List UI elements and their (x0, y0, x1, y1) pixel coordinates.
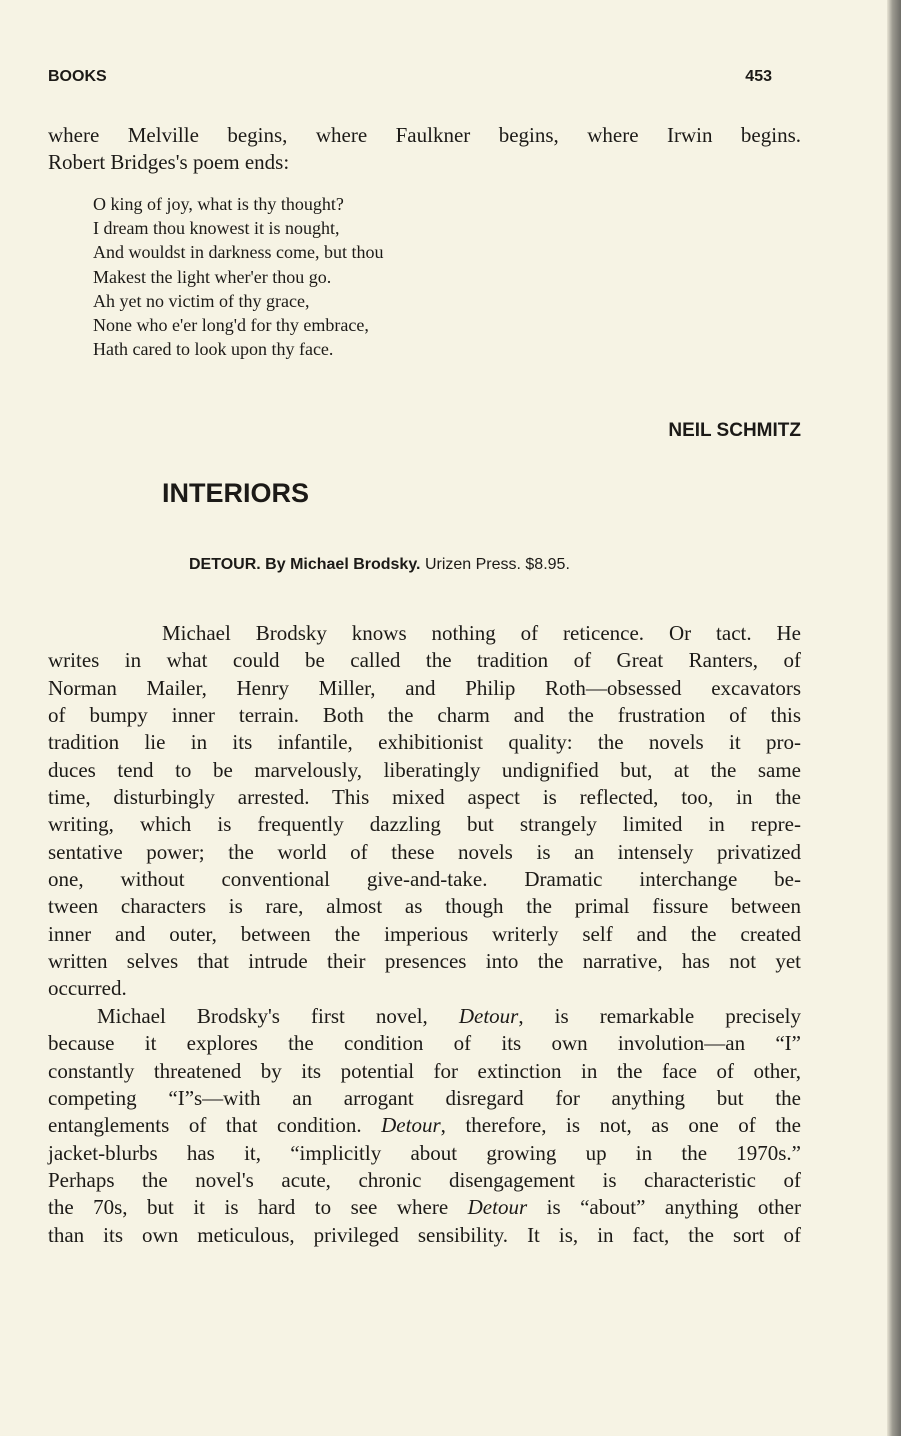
poem-line: Hath cared to look upon thy face. (93, 339, 334, 360)
poem-line: And wouldst in darkness come, but thou (93, 242, 384, 263)
poem-line: O king of joy, what is thy thought? (93, 194, 344, 214)
text-line: Perhaps the novel's acute, chronic disengagement is characteristic of (48, 1167, 801, 1192)
text-line: than its own meticulous, privileged sensibility. It is, in fact, the sort of (48, 1222, 801, 1247)
page-gutter-shadow (887, 0, 901, 1436)
review-title: INTERIORS (162, 478, 310, 508)
text-line: Robert Bridges's poem ends: (48, 150, 290, 174)
text-line: sentative power; the world of these novels is an intensely privatized (48, 839, 801, 864)
running-header-section: BOOKS (48, 68, 107, 85)
italic-title: Detour (458, 1003, 519, 1028)
text-line: writes in what could be called the tradition of Great Ranters, of (48, 648, 801, 673)
publisher-price: Urizen Press. $8.95. (424, 556, 570, 573)
text-line: written selves that intrude their presences into the narrative, has not yet (48, 949, 801, 974)
italic-title: Detour (381, 1113, 441, 1138)
text-line: because it explores the condition of its own involution—an “I” (48, 1031, 801, 1056)
text-line: Norman Mailer, Henry Miller, and Philip Roth—obsessed excavators (48, 675, 801, 700)
book-citation (189, 556, 570, 574)
review-body (48, 620, 801, 1249)
text-line: entanglements of that condition. Detour, therefore, is not, as one of the (48, 1113, 801, 1138)
text-line: Michael Brodsky knows nothing of reticence. Or tact. He (162, 621, 801, 645)
poem-line: None who e'er long'd for thy embrace, (93, 315, 369, 336)
text-line: where Melville begins, where Faulkner begins, where Irwin begins. (48, 123, 801, 147)
poem-quote (93, 192, 383, 361)
text-line: tradition lie in its infantile, exhibitionist quality: the novels it pro- (48, 730, 801, 755)
text-line: the 70s, but it is hard to see where Detour is “about” anything other (48, 1195, 801, 1220)
poem-line: I dream thou knowest it is nought, (93, 218, 340, 239)
text-line: jacket-blurbs has it, “implicitly about growing up in the 1970s.” (48, 1140, 801, 1165)
intro-paragraph (48, 122, 801, 176)
italic-title: Detour (467, 1195, 528, 1220)
page-number: 453 (745, 68, 772, 85)
review-author: NEIL SCHMITZ (668, 420, 801, 441)
text-line: Michael Brodsky's first novel, Detour, is remarkable precisely (97, 1003, 801, 1028)
text-line: occurred. (48, 976, 127, 1001)
text-line: inner and outer, between the imperious writerly self and the created (48, 921, 801, 946)
text-line: tween characters is rare, almost as though the primal fissure between (48, 894, 801, 919)
text-line: of bumpy inner terrain. Both the charm and the frustration of this (48, 703, 801, 728)
poem-line: Makest the light wher'er thou go. (93, 266, 332, 287)
text-line: writing, which is frequently dazzling but strangely limited in repre- (48, 812, 801, 837)
book-author: By Michael Brodsky. (265, 556, 421, 573)
poem-line: Ah yet no victim of thy grace, (93, 290, 310, 311)
text-line: constantly threatened by its potential for extinction in the face of other, (48, 1058, 801, 1083)
text-line: duces tend to be marvelously, liberatingly undignified but, at the same (48, 757, 801, 782)
text-line: one, without conventional give-and-take. Dramatic interchange be- (48, 867, 801, 892)
text-line: time, disturbingly arrested. This mixed aspect is reflected, too, in the (48, 785, 801, 810)
book-title: DETOUR. (189, 556, 261, 573)
text-line: competing “I”s—with an arrogant disregard for anything but the (48, 1085, 801, 1110)
